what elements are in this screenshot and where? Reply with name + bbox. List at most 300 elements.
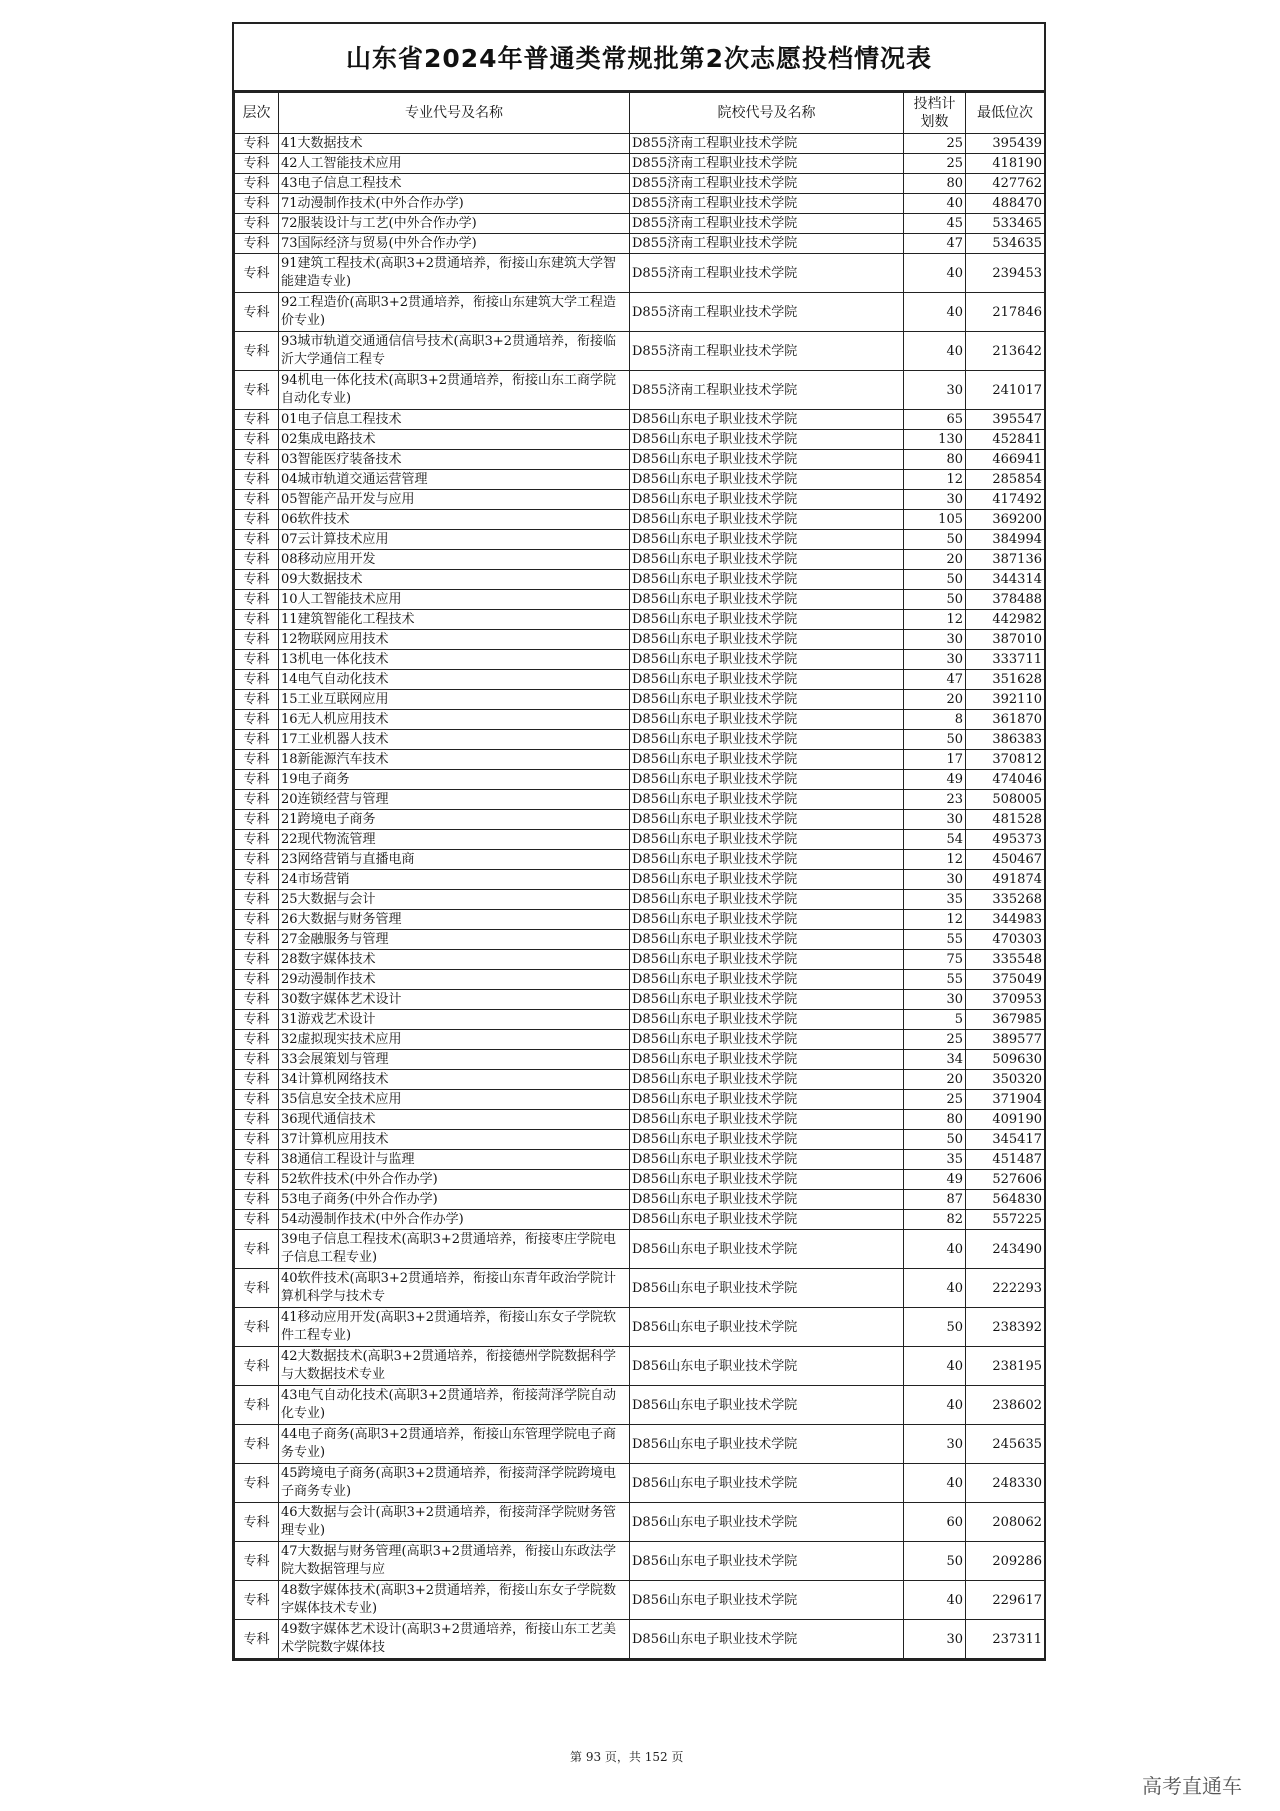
- cell-major: 24市场营销: [279, 870, 630, 890]
- cell-major: 14电气自动化技术: [279, 670, 630, 690]
- cell-school: D855济南工程职业技术学院: [630, 154, 904, 174]
- cell-major: 72服装设计与工艺(中外合作办学): [279, 214, 630, 234]
- cell-min-rank: 386383: [966, 730, 1045, 750]
- cell-level: 专科: [235, 850, 279, 870]
- cell-school: D856山东电子职业技术学院: [630, 490, 904, 510]
- table-row: [235, 214, 1045, 234]
- cell-min-rank: 344983: [966, 910, 1045, 930]
- cell-major: 53电子商务(中外合作办学): [279, 1190, 630, 1210]
- cell-min-rank: 491874: [966, 870, 1045, 890]
- table-row: [235, 1050, 1045, 1070]
- cell-level: 专科: [235, 750, 279, 770]
- cell-level: 专科: [235, 570, 279, 590]
- cell-major: 71动漫制作技术(中外合作办学): [279, 194, 630, 214]
- cell-major: 05智能产品开发与应用: [279, 490, 630, 510]
- cell-level: 专科: [235, 1030, 279, 1050]
- cell-level: 专科: [235, 710, 279, 730]
- cell-level: 专科: [235, 134, 279, 154]
- table-row: [235, 930, 1045, 950]
- cell-school: D856山东电子职业技术学院: [630, 630, 904, 650]
- cell-min-rank: 395439: [966, 134, 1045, 154]
- cell-major: 09大数据技术: [279, 570, 630, 590]
- cell-plan: 5: [904, 1010, 966, 1030]
- cell-major: 11建筑智能化工程技术: [279, 610, 630, 630]
- cell-level: 专科: [235, 450, 279, 470]
- cell-min-rank: 209286: [966, 1542, 1045, 1581]
- cell-school: D856山东电子职业技术学院: [630, 1110, 904, 1130]
- cell-major: 17工业机器人技术: [279, 730, 630, 750]
- cell-plan: 30: [904, 1620, 966, 1659]
- cell-major: 12物联网应用技术: [279, 630, 630, 650]
- header-plan-line1: 投档计: [913, 96, 956, 112]
- cell-level: 专科: [235, 1070, 279, 1090]
- table-row: [235, 650, 1045, 670]
- cell-level: 专科: [235, 234, 279, 254]
- table-row: [235, 810, 1045, 830]
- cell-major: 33会展策划与管理: [279, 1050, 630, 1070]
- cell-plan: 23: [904, 790, 966, 810]
- cell-min-rank: 350320: [966, 1070, 1045, 1090]
- table-row: [235, 1503, 1045, 1542]
- cell-school: D856山东电子职业技术学院: [630, 1130, 904, 1150]
- cell-plan: 20: [904, 550, 966, 570]
- table-row: [235, 510, 1045, 530]
- table-row: [235, 770, 1045, 790]
- cell-level: 专科: [235, 1620, 279, 1659]
- cell-level: 专科: [235, 670, 279, 690]
- table-row: [235, 570, 1045, 590]
- admission-table: [234, 92, 1045, 1659]
- table-row: [235, 1210, 1045, 1230]
- cell-min-rank: 442982: [966, 610, 1045, 630]
- cell-major: 54动漫制作技术(中外合作办学): [279, 1210, 630, 1230]
- cell-plan: 40: [904, 194, 966, 214]
- table-row: [235, 1542, 1045, 1581]
- cell-min-rank: 285854: [966, 470, 1045, 490]
- cell-school: D855济南工程职业技术学院: [630, 214, 904, 234]
- cell-min-rank: 333711: [966, 650, 1045, 670]
- table-row: [235, 1386, 1045, 1425]
- cell-school: D856山东电子职业技术学院: [630, 1150, 904, 1170]
- header-plan: [904, 93, 966, 134]
- cell-plan: 12: [904, 910, 966, 930]
- cell-plan: 47: [904, 670, 966, 690]
- cell-plan: 12: [904, 470, 966, 490]
- cell-min-rank: 451487: [966, 1150, 1045, 1170]
- cell-level: 专科: [235, 1190, 279, 1210]
- table-row: [235, 1425, 1045, 1464]
- cell-school: D856山东电子职业技术学院: [630, 830, 904, 850]
- cell-major: 06软件技术: [279, 510, 630, 530]
- cell-major: 26大数据与财务管理: [279, 910, 630, 930]
- cell-min-rank: 387010: [966, 630, 1045, 650]
- cell-min-rank: 237311: [966, 1620, 1045, 1659]
- cell-major: 19电子商务: [279, 770, 630, 790]
- cell-plan: 40: [904, 1386, 966, 1425]
- cell-plan: 75: [904, 950, 966, 970]
- cell-plan: 49: [904, 770, 966, 790]
- table-body: [235, 134, 1045, 1659]
- cell-major: 31游戏艺术设计: [279, 1010, 630, 1030]
- cell-school: D856山东电子职业技术学院: [630, 970, 904, 990]
- cell-level: 专科: [235, 630, 279, 650]
- cell-plan: 40: [904, 254, 966, 293]
- cell-plan: 40: [904, 1230, 966, 1269]
- cell-major: 91建筑工程技术(高职3+2贯通培养，衔接山东建筑大学智能建造专业): [279, 254, 630, 293]
- table-row: [235, 1620, 1045, 1659]
- cell-level: 专科: [235, 530, 279, 550]
- cell-plan: 50: [904, 530, 966, 550]
- cell-level: 专科: [235, 1464, 279, 1503]
- cell-school: D856山东电子职业技术学院: [630, 1347, 904, 1386]
- table-row: [235, 194, 1045, 214]
- cell-level: 专科: [235, 1269, 279, 1308]
- cell-level: 专科: [235, 1090, 279, 1110]
- cell-min-rank: 508005: [966, 790, 1045, 810]
- cell-min-rank: 533465: [966, 214, 1045, 234]
- cell-major: 38通信工程设计与监理: [279, 1150, 630, 1170]
- cell-plan: 50: [904, 1130, 966, 1150]
- cell-school: D856山东电子职业技术学院: [630, 770, 904, 790]
- cell-school: D856山东电子职业技术学院: [630, 410, 904, 430]
- table-row: [235, 234, 1045, 254]
- cell-school: D856山东电子职业技术学院: [630, 1050, 904, 1070]
- cell-major: 21跨境电子商务: [279, 810, 630, 830]
- table-row: [235, 550, 1045, 570]
- page-title: 山东省2024年普通类常规批第2次志愿投档情况表: [234, 24, 1044, 92]
- table-row: [235, 430, 1045, 450]
- cell-plan: 40: [904, 1269, 966, 1308]
- cell-school: D855济南工程职业技术学院: [630, 234, 904, 254]
- cell-min-rank: 241017: [966, 371, 1045, 410]
- cell-level: 专科: [235, 293, 279, 332]
- cell-school: D856山东电子职业技术学院: [630, 450, 904, 470]
- cell-major: 94机电一体化技术(高职3+2贯通培养，衔接山东工商学院自动化专业): [279, 371, 630, 410]
- cell-min-rank: 238195: [966, 1347, 1045, 1386]
- cell-school: D856山东电子职业技术学院: [630, 590, 904, 610]
- cell-school: D856山东电子职业技术学院: [630, 1230, 904, 1269]
- cell-level: 专科: [235, 154, 279, 174]
- cell-min-rank: 417492: [966, 490, 1045, 510]
- cell-level: 专科: [235, 1425, 279, 1464]
- cell-min-rank: 384994: [966, 530, 1045, 550]
- cell-major: 43电子信息工程技术: [279, 174, 630, 194]
- cell-school: D856山东电子职业技术学院: [630, 510, 904, 530]
- cell-min-rank: 387136: [966, 550, 1045, 570]
- cell-plan: 12: [904, 610, 966, 630]
- cell-level: 专科: [235, 1542, 279, 1581]
- cell-min-rank: 427762: [966, 174, 1045, 194]
- cell-major: 34计算机网络技术: [279, 1070, 630, 1090]
- cell-school: D856山东电子职业技术学院: [630, 710, 904, 730]
- cell-major: 04城市轨道交通运营管理: [279, 470, 630, 490]
- cell-plan: 25: [904, 1030, 966, 1050]
- table-row: [235, 1090, 1045, 1110]
- cell-level: 专科: [235, 550, 279, 570]
- header-min-rank: 最低位次: [966, 93, 1045, 134]
- table-row: [235, 332, 1045, 371]
- cell-major: 07云计算技术应用: [279, 530, 630, 550]
- cell-school: D856山东电子职业技术学院: [630, 570, 904, 590]
- cell-major: 93城市轨道交通通信信号技术(高职3+2贯通培养，衔接临沂大学通信工程专: [279, 332, 630, 371]
- cell-min-rank: 344314: [966, 570, 1045, 590]
- cell-plan: 60: [904, 1503, 966, 1542]
- cell-major: 20连锁经营与管理: [279, 790, 630, 810]
- cell-plan: 8: [904, 710, 966, 730]
- cell-major: 46大数据与会计(高职3+2贯通培养，衔接菏泽学院财务管理专业): [279, 1503, 630, 1542]
- cell-school: D856山东电子职业技术学院: [630, 730, 904, 750]
- table-row: [235, 1150, 1045, 1170]
- cell-school: D856山东电子职业技术学院: [630, 1090, 904, 1110]
- cell-min-rank: 378488: [966, 590, 1045, 610]
- cell-school: D856山东电子职业技术学院: [630, 1190, 904, 1210]
- table-row: [235, 1170, 1045, 1190]
- cell-min-rank: 213642: [966, 332, 1045, 371]
- cell-min-rank: 450467: [966, 850, 1045, 870]
- cell-plan: 80: [904, 174, 966, 194]
- cell-school: D856山东电子职业技术学院: [630, 430, 904, 450]
- cell-major: 73国际经济与贸易(中外合作办学): [279, 234, 630, 254]
- cell-major: 39电子信息工程技术(高职3+2贯通培养，衔接枣庄学院电子信息工程专业): [279, 1230, 630, 1269]
- watermark: 高考直通车: [1142, 1774, 1242, 1798]
- cell-school: D856山东电子职业技术学院: [630, 530, 904, 550]
- cell-major: 52软件技术(中外合作办学): [279, 1170, 630, 1190]
- cell-level: 专科: [235, 1130, 279, 1150]
- cell-school: D856山东电子职业技术学院: [630, 910, 904, 930]
- cell-school: D856山东电子职业技术学院: [630, 1269, 904, 1308]
- cell-level: 专科: [235, 214, 279, 234]
- cell-min-rank: 389577: [966, 1030, 1045, 1050]
- cell-level: 专科: [235, 332, 279, 371]
- cell-school: D856山东电子职业技术学院: [630, 670, 904, 690]
- cell-min-rank: 470303: [966, 930, 1045, 950]
- cell-school: D856山东电子职业技术学院: [630, 810, 904, 830]
- table-row: [235, 254, 1045, 293]
- cell-school: D856山东电子职业技术学院: [630, 650, 904, 670]
- cell-plan: 40: [904, 332, 966, 371]
- cell-min-rank: 217846: [966, 293, 1045, 332]
- cell-plan: 30: [904, 990, 966, 1010]
- cell-major: 41移动应用开发(高职3+2贯通培养，衔接山东女子学院软件工程专业): [279, 1308, 630, 1347]
- cell-plan: 87: [904, 1190, 966, 1210]
- cell-plan: 40: [904, 1347, 966, 1386]
- cell-plan: 50: [904, 1542, 966, 1581]
- cell-plan: 55: [904, 930, 966, 950]
- cell-major: 13机电一体化技术: [279, 650, 630, 670]
- table-row: [235, 1030, 1045, 1050]
- cell-school: D855济南工程职业技术学院: [630, 194, 904, 214]
- cell-school: D855济南工程职业技术学院: [630, 293, 904, 332]
- cell-min-rank: 335268: [966, 890, 1045, 910]
- cell-min-rank: 375049: [966, 970, 1045, 990]
- cell-school: D856山东电子职业技术学院: [630, 1308, 904, 1347]
- cell-plan: 40: [904, 1464, 966, 1503]
- cell-school: D856山东电子职业技术学院: [630, 1170, 904, 1190]
- cell-min-rank: 488470: [966, 194, 1045, 214]
- cell-level: 专科: [235, 1170, 279, 1190]
- cell-major: 16无人机应用技术: [279, 710, 630, 730]
- cell-level: 专科: [235, 1386, 279, 1425]
- cell-plan: 35: [904, 890, 966, 910]
- cell-level: 专科: [235, 890, 279, 910]
- cell-level: 专科: [235, 410, 279, 430]
- cell-plan: 50: [904, 570, 966, 590]
- cell-plan: 30: [904, 1425, 966, 1464]
- cell-major: 03智能医疗装备技术: [279, 450, 630, 470]
- cell-level: 专科: [235, 830, 279, 850]
- cell-level: 专科: [235, 970, 279, 990]
- page-number: 第 93 页，共 152 页: [570, 1750, 684, 1764]
- cell-school: D856山东电子职业技术学院: [630, 1542, 904, 1581]
- cell-level: 专科: [235, 650, 279, 670]
- table-row: [235, 710, 1045, 730]
- cell-school: D856山东电子职业技术学院: [630, 550, 904, 570]
- table-row: [235, 1070, 1045, 1090]
- cell-plan: 25: [904, 1090, 966, 1110]
- cell-school: D856山东电子职业技术学院: [630, 950, 904, 970]
- table-row: [235, 470, 1045, 490]
- cell-level: 专科: [235, 950, 279, 970]
- cell-major: 15工业互联网应用: [279, 690, 630, 710]
- cell-plan: 54: [904, 830, 966, 850]
- table-row: [235, 690, 1045, 710]
- table-row: [235, 371, 1045, 410]
- table-row: [235, 1130, 1045, 1150]
- header-school: 院校代号及名称: [630, 93, 904, 134]
- cell-min-rank: 564830: [966, 1190, 1045, 1210]
- cell-plan: 30: [904, 490, 966, 510]
- cell-plan: 65: [904, 410, 966, 430]
- table-row: [235, 154, 1045, 174]
- cell-level: 专科: [235, 1581, 279, 1620]
- table-row: [235, 590, 1045, 610]
- cell-level: 专科: [235, 510, 279, 530]
- cell-min-rank: 361870: [966, 710, 1045, 730]
- table-row: [235, 1190, 1045, 1210]
- cell-major: 10人工智能技术应用: [279, 590, 630, 610]
- cell-min-rank: 474046: [966, 770, 1045, 790]
- cell-school: D855济南工程职业技术学院: [630, 254, 904, 293]
- admission-table-sheet: [232, 22, 1046, 1661]
- cell-school: D855济南工程职业技术学院: [630, 174, 904, 194]
- cell-major: 40软件技术(高职3+2贯通培养，衔接山东青年政治学院计算机科学与技术专: [279, 1269, 630, 1308]
- cell-level: 专科: [235, 690, 279, 710]
- table-row: [235, 410, 1045, 430]
- cell-major: 47大数据与财务管理(高职3+2贯通培养，衔接山东政法学院大数据管理与应: [279, 1542, 630, 1581]
- cell-level: 专科: [235, 174, 279, 194]
- cell-min-rank: 409190: [966, 1110, 1045, 1130]
- cell-level: 专科: [235, 870, 279, 890]
- cell-min-rank: 345417: [966, 1130, 1045, 1150]
- cell-school: D856山东电子职业技术学院: [630, 1464, 904, 1503]
- cell-level: 专科: [235, 1230, 279, 1269]
- cell-major: 49数字媒体艺术设计(高职3+2贯通培养，衔接山东工艺美术学院数字媒体技: [279, 1620, 630, 1659]
- cell-level: 专科: [235, 1050, 279, 1070]
- table-row: [235, 293, 1045, 332]
- cell-school: D856山东电子职业技术学院: [630, 930, 904, 950]
- cell-min-rank: 395547: [966, 410, 1045, 430]
- cell-level: 专科: [235, 610, 279, 630]
- cell-level: 专科: [235, 1308, 279, 1347]
- cell-level: 专科: [235, 990, 279, 1010]
- cell-major: 30数字媒体艺术设计: [279, 990, 630, 1010]
- cell-school: D856山东电子职业技术学院: [630, 870, 904, 890]
- cell-school: D856山东电子职业技术学院: [630, 1581, 904, 1620]
- cell-level: 专科: [235, 1503, 279, 1542]
- cell-major: 36现代通信技术: [279, 1110, 630, 1130]
- cell-school: D856山东电子职业技术学院: [630, 790, 904, 810]
- cell-school: D856山东电子职业技术学院: [630, 990, 904, 1010]
- cell-major: 43电气自动化技术(高职3+2贯通培养，衔接菏泽学院自动化专业): [279, 1386, 630, 1425]
- cell-school: D856山东电子职业技术学院: [630, 1620, 904, 1659]
- cell-min-rank: 208062: [966, 1503, 1045, 1542]
- cell-school: D855济南工程职业技术学院: [630, 332, 904, 371]
- cell-min-rank: 243490: [966, 1230, 1045, 1269]
- cell-min-rank: 229617: [966, 1581, 1045, 1620]
- cell-plan: 40: [904, 293, 966, 332]
- cell-level: 专科: [235, 1210, 279, 1230]
- table-row: [235, 870, 1045, 890]
- cell-plan: 40: [904, 1581, 966, 1620]
- cell-level: 专科: [235, 1347, 279, 1386]
- cell-level: 专科: [235, 1150, 279, 1170]
- cell-plan: 25: [904, 134, 966, 154]
- table-row: [235, 1110, 1045, 1130]
- table-row: [235, 1308, 1045, 1347]
- cell-min-rank: 238392: [966, 1308, 1045, 1347]
- cell-plan: 20: [904, 1070, 966, 1090]
- table-row: [235, 1269, 1045, 1308]
- cell-min-rank: 351628: [966, 670, 1045, 690]
- cell-major: 48数字媒体技术(高职3+2贯通培养，衔接山东女子学院数字媒体技术专业): [279, 1581, 630, 1620]
- table-row: [235, 630, 1045, 650]
- cell-level: 专科: [235, 430, 279, 450]
- cell-school: D855济南工程职业技术学院: [630, 371, 904, 410]
- table-row: [235, 1581, 1045, 1620]
- cell-major: 29动漫制作技术: [279, 970, 630, 990]
- cell-school: D856山东电子职业技术学院: [630, 470, 904, 490]
- cell-plan: 55: [904, 970, 966, 990]
- cell-plan: 50: [904, 1308, 966, 1347]
- cell-min-rank: 335548: [966, 950, 1045, 970]
- cell-school: D856山东电子职业技术学院: [630, 1010, 904, 1030]
- table-header-row: [235, 93, 1045, 134]
- table-row: [235, 1230, 1045, 1269]
- cell-plan: 17: [904, 750, 966, 770]
- cell-level: 专科: [235, 730, 279, 750]
- cell-min-rank: 245635: [966, 1425, 1045, 1464]
- cell-min-rank: 466941: [966, 450, 1045, 470]
- cell-major: 28数字媒体技术: [279, 950, 630, 970]
- cell-school: D856山东电子职业技术学院: [630, 890, 904, 910]
- cell-major: 01电子信息工程技术: [279, 410, 630, 430]
- cell-level: 专科: [235, 371, 279, 410]
- cell-major: 45跨境电子商务(高职3+2贯通培养，衔接菏泽学院跨境电子商务专业): [279, 1464, 630, 1503]
- header-level: 层次: [235, 93, 279, 134]
- cell-min-rank: 495373: [966, 830, 1045, 850]
- cell-plan: 49: [904, 1170, 966, 1190]
- cell-min-rank: 557225: [966, 1210, 1045, 1230]
- cell-min-rank: 527606: [966, 1170, 1045, 1190]
- cell-min-rank: 222293: [966, 1269, 1045, 1308]
- cell-school: D856山东电子职业技术学院: [630, 1425, 904, 1464]
- cell-min-rank: 418190: [966, 154, 1045, 174]
- cell-major: 42人工智能技术应用: [279, 154, 630, 174]
- cell-school: D856山东电子职业技术学院: [630, 1070, 904, 1090]
- cell-school: D856山东电子职业技术学院: [630, 850, 904, 870]
- cell-plan: 20: [904, 690, 966, 710]
- cell-plan: 50: [904, 590, 966, 610]
